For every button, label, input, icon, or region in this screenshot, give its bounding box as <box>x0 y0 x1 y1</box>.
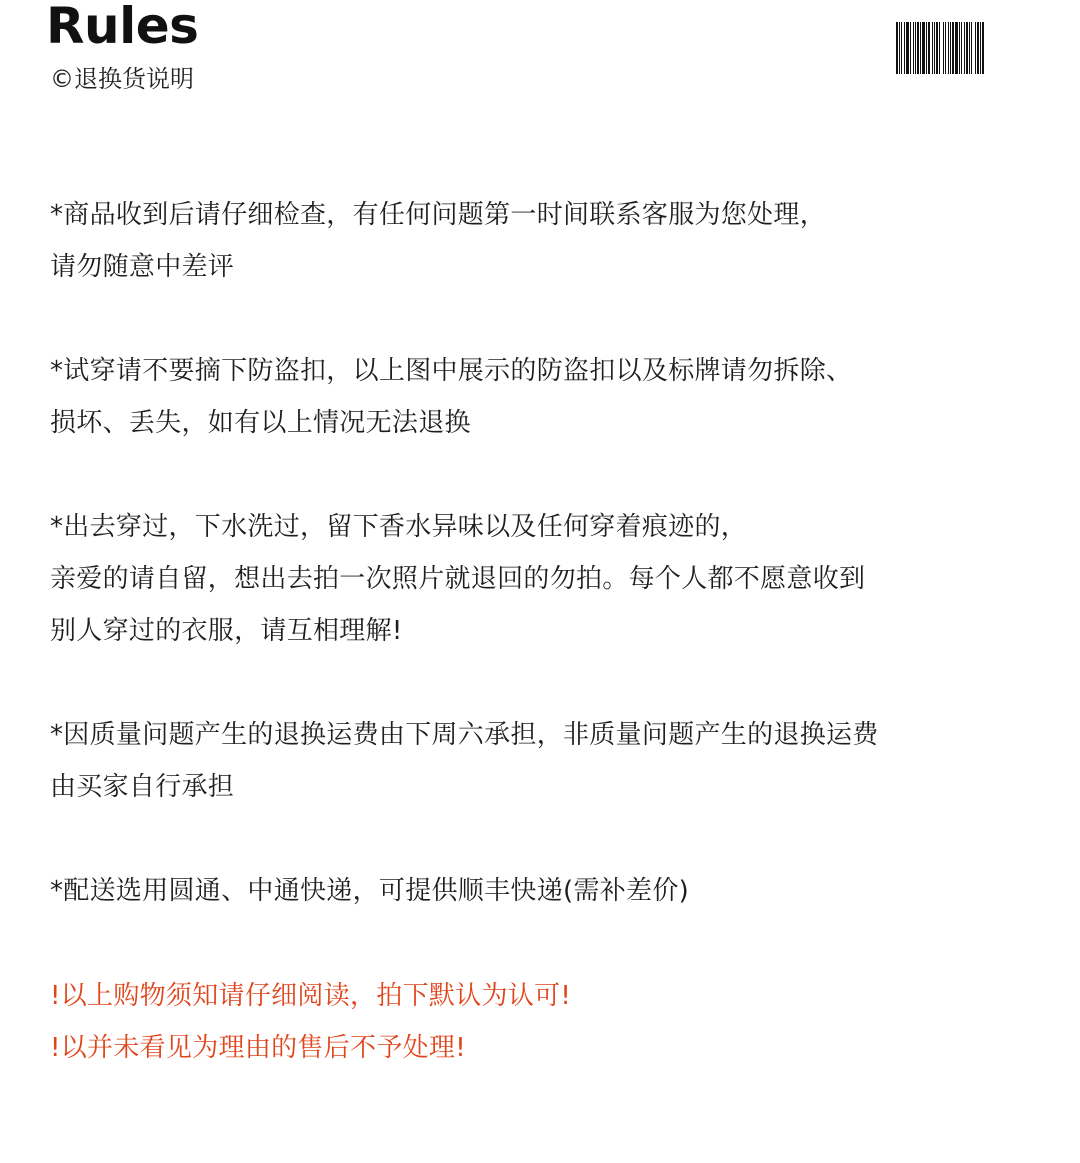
rule-line: *因质量问题产生的退换运费由下周六承担，非质量问题产生的退换运费 <box>50 720 879 750</box>
barcode-bar <box>926 22 927 74</box>
barcode-bar <box>920 22 921 74</box>
barcode-bar <box>977 22 979 74</box>
barcode-bar <box>980 22 981 74</box>
barcode-bar <box>943 22 944 74</box>
barcode-bar <box>913 22 914 74</box>
rule-item-inspection <box>50 189 1050 293</box>
barcode-bar <box>901 22 902 74</box>
rule-line: *配送选用圆通、中通快递，可提供顺丰快递(需补差价) <box>50 876 690 906</box>
page-title: Rules <box>46 0 199 55</box>
barcode-bar <box>928 22 930 74</box>
barcode-bar <box>939 22 940 74</box>
barcode-bar <box>964 22 965 74</box>
rule-item-security-tag <box>50 345 1050 449</box>
barcode-bar <box>934 22 935 74</box>
barcode-bar <box>982 22 984 74</box>
barcode-bar <box>961 22 962 74</box>
rules-list <box>50 189 1050 917</box>
barcode-bar <box>952 22 954 74</box>
barcode-bar <box>915 22 916 74</box>
barcode-bar <box>959 22 960 74</box>
notices-list <box>50 970 571 1074</box>
barcode-bar <box>906 22 909 74</box>
rule-item-shipping-cost <box>50 709 1050 813</box>
rule-item-worn-items <box>50 501 1050 657</box>
barcode-bar <box>936 22 938 74</box>
page-subtitle: ©退换货说明 <box>50 65 194 93</box>
rule-line: 损坏、丢失，如有以上情况无法退换 <box>50 408 471 438</box>
barcode-bar <box>910 22 911 74</box>
barcode-bar <box>971 22 972 74</box>
rule-line: 由买家自行承担 <box>50 772 235 802</box>
barcode-bar <box>904 22 905 74</box>
barcode-bar <box>966 22 968 74</box>
rule-item-courier <box>50 865 1050 917</box>
rule-line: 亲爱的请自留，想出去拍一次照片就退回的勿拍。每个人都不愿意收到 <box>50 564 866 594</box>
notice-read-carefully: !以上购物须知请仔细阅读，拍下默认为认可! <box>50 981 572 1011</box>
barcode-bar <box>896 22 898 74</box>
barcode-bar <box>922 22 925 74</box>
barcode-bar <box>948 22 949 74</box>
barcode-bar <box>975 22 976 74</box>
rule-line: *商品收到后请仔细检查，有任何问题第一时间联系客服为您处理， <box>50 200 827 230</box>
barcode-bar <box>950 22 951 74</box>
barcode-bar <box>899 22 900 74</box>
rule-line: *试穿请不要摘下防盗扣，以上图中展示的防盗扣以及标牌请勿拆除、 <box>50 356 853 386</box>
barcode-bar <box>932 22 933 74</box>
barcode-bar <box>945 22 946 74</box>
barcode-bar <box>969 22 970 74</box>
rule-line: *出去穿过，下水洗过，留下香水异味以及任何穿着痕迹的， <box>50 512 748 542</box>
barcode-bar <box>955 22 958 74</box>
barcode-bar <box>917 22 919 74</box>
rule-line: 请勿随意中差评 <box>50 252 235 282</box>
barcode-icon <box>896 22 1029 74</box>
notice-no-after-sales: !以并未看见为理由的售后不予处理! <box>50 1033 466 1063</box>
rule-line: 别人穿过的衣服，请互相理解! <box>50 616 403 646</box>
